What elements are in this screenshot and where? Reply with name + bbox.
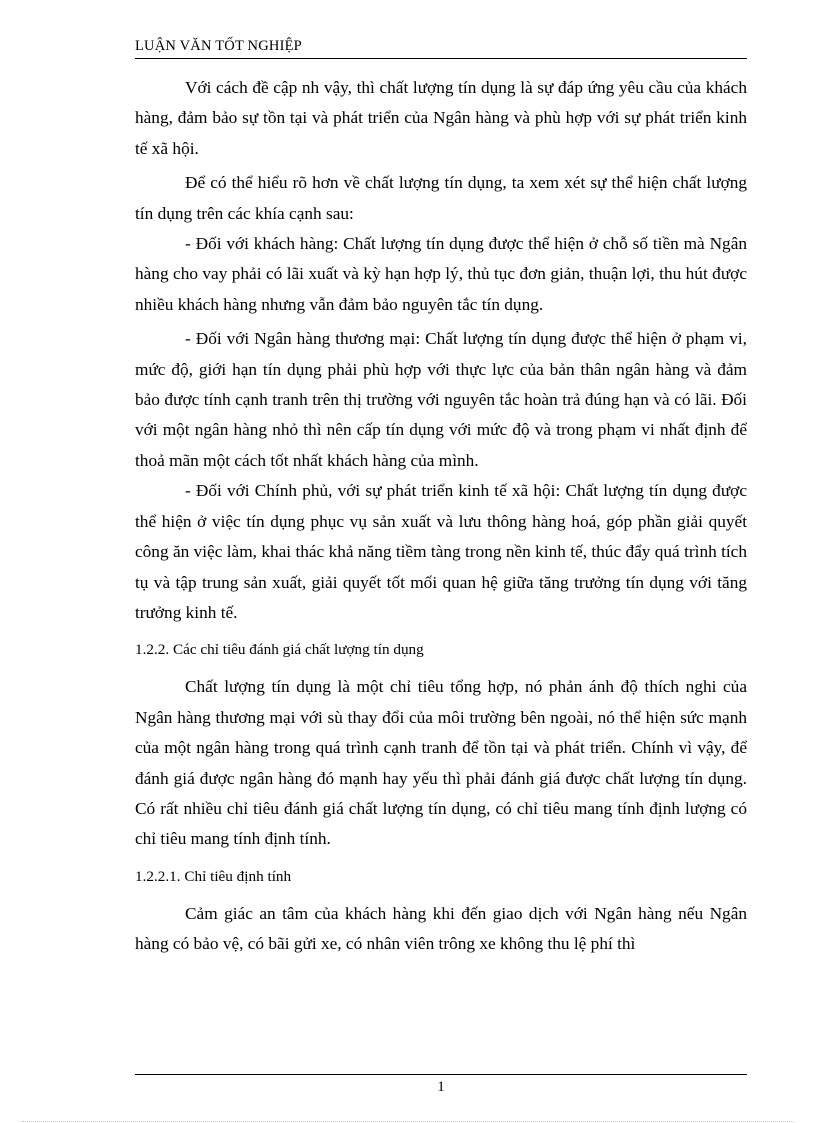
body-paragraph: - Đối với Chính phủ, với sự phát triển kinh tế xã hội: Chất lượng tín dụng được thể hiện ở việc tín dụng phục vụ sản xuất và lưu thông hàng hoá, góp phần giải quyết công ăn việc làm, khai thác khả năng tiềm tàng trong nền kinh tế, thúc đẩy quá trình tích tụ và tập trung sản xuất, giải quyết tốt mối quan hệ giữa tăng trưởng tín dụng với tăng trưởng kinh tế. bbox=[135, 481, 747, 622]
running-header: LUẬN VĂN TỐT NGHIỆP bbox=[135, 38, 302, 54]
body-paragraph: Với cách đề cập nh vậy, thì chất lượng tín dụng là sự đáp ứng yêu cầu của khách hàng, đảm bảo sự tồn tại và phát triển của Ngân hàng và phù hợp với sự phát triển kinh tế xã hội. bbox=[135, 78, 747, 158]
body-paragraph: - Đối với Ngân hàng thương mại: Chất lượng tín dụng được thể hiện ở phạm vi, mức độ, giới hạn tín dụng phải phù hợp với thực lực của bản thân ngân hàng và đảm bảo được tính cạnh tranh trên thị trường với nguyên tắc hoàn trả đúng hạn và có lãi. Đối với một ngân hàng nhỏ thì nên cấp tín dụng với mức độ và trong phạm vi nhất định để thoả mãn một cách tốt nhất khách hàng của mình. bbox=[135, 329, 747, 470]
page-body bbox=[135, 73, 747, 960]
subsection-heading: 1.2.2.1. Chỉ tiêu định tính bbox=[135, 867, 292, 885]
body-paragraph: Chất lượng tín dụng là một chỉ tiêu tổng hợp, nó phản ánh độ thích nghi của Ngân hàng thương mại với sù thay đổi của môi trường bên ngoài, nó thể hiện sức mạnh của một ngân hàng trong quá trình cạnh tranh để tồn tại và phát triển. Chính vì vậy, để đánh giá được ngân hàng đó mạnh hay yếu thì phải đánh giá được chất lượng tín dụng. Có rất nhiều chỉ tiêu đánh giá chất lượng tín dụng, có chỉ tiêu mang tính định lượng có chỉ tiêu mang tính định tính. bbox=[135, 677, 747, 849]
body-paragraph: - Đối với khách hàng: Chất lượng tín dụng được thể hiện ở chỗ số tiền mà Ngân hàng cho vay phải có lãi xuất và kỳ hạn hợp lý, thủ tục đơn giản, thuận lợi, thu hút được nhiều khách hàng nhưng vẫn đảm bảo nguyên tắc tín dụng. bbox=[135, 234, 747, 314]
page-bottom-edge bbox=[22, 1121, 794, 1122]
body-paragraph: Để có thể hiểu rõ hơn về chất lượng tín dụng, ta xem xét sự thể hiện chất lượng tín dụng trên các khía cạnh sau: bbox=[135, 173, 747, 223]
section-heading: 1.2.2. Các chỉ tiêu đánh giá chất lượng tín dụng bbox=[135, 641, 424, 659]
page-number: 1 bbox=[437, 1079, 445, 1095]
header-divider bbox=[135, 58, 747, 59]
footer-divider bbox=[135, 1074, 747, 1075]
body-paragraph: Cảm giác an tâm của khách hàng khi đến giao dịch với Ngân hàng nếu Ngân hàng có bảo vệ, có bãi gửi xe, có nhân viên trông xe không thu lệ phí thì bbox=[135, 903, 747, 954]
